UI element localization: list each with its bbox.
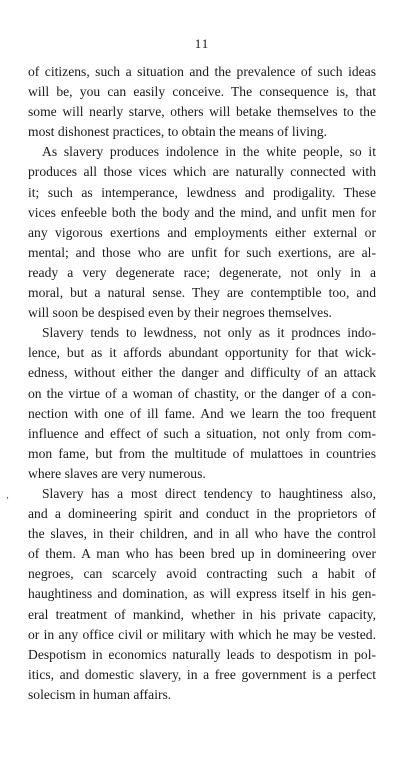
text-line: on the virtue of a woman of chastity, or the danger of a con- [28, 385, 376, 401]
paragraph-start-line: As slavery produces indolence in the white people, so it [42, 144, 376, 160]
margin-mark: ‚ [6, 490, 9, 500]
text-line: influence and effect of such a situation, not only from com- [28, 425, 376, 441]
text-line: most dishonest practices, to obtain the means of living. [28, 124, 328, 140]
text-line: ready a very degenerate race; degenerate, not only in a [28, 264, 376, 280]
text-line: Despotism in economics naturally leads to despotism in pol- [28, 646, 376, 662]
paragraph-start-line: Slavery tends to lewdness, not only as it prodnces indo- [42, 325, 376, 341]
text-line: mon fame, but from the multitude of mulattoes in countries [28, 445, 376, 461]
text-line: lence, but as it affords abundant opportunity for that wick- [28, 345, 376, 361]
text-line: produces all those vices which are naturally connected with [28, 164, 376, 180]
text-line: vices enfeeble both the body and the mind, and unfit men for [28, 204, 376, 220]
text-line: edness, without either the danger and difficulty of an attack [28, 365, 376, 381]
body-text [28, 62, 376, 705]
text-line: negroes, can scarcely avoid contracting such a habit of [28, 566, 376, 582]
text-line: will soon be despised even by their negroes themselves. [28, 305, 332, 321]
text-line: any vigorous exertions and employments either external or [28, 224, 376, 240]
text-line: will be, you can easily conceive. The consequence is, that [28, 84, 376, 100]
text-line: the slaves, in their children, and in all who have the control [28, 526, 376, 542]
text-line: of citizens, such a situation and the prevalence of such ideas [28, 64, 376, 79]
text-line: moral, but a natural sense. They are contemptible too, and [28, 285, 376, 301]
text-line: of them. A man who has been bred up in domineering over [28, 546, 376, 562]
text-line: solecism in human affairs. [28, 686, 172, 702]
text-line: it; such as intemperance, lewdness and prodigality. These [28, 184, 376, 200]
page-number: 11 [194, 36, 210, 51]
text-line: where slaves are very numerous. [28, 465, 206, 481]
text-line: some will nearly starve, others will betake themselves to the [28, 104, 376, 120]
paragraph-start-line: Slavery has a most direct tendency to haughtiness also, [42, 485, 376, 501]
text-line: and a domineering spirit and conduct in the proprietors of [28, 506, 376, 522]
text-line: nection with one of ill fame. And we learn the too frequent [28, 405, 376, 421]
text-line: eral treatment of mankind, whether in his private capacity, [28, 606, 376, 622]
text-line: haughtiness and domination, as will express itself in his gen- [28, 586, 376, 602]
text-line: mental; and those who are unfit for such exertions, are al- [28, 244, 376, 260]
text-line: or in any office civil or military with which he may be vested. [28, 626, 376, 642]
text-line: itics, and domestic slavery, in a free government is a perfect [28, 666, 376, 682]
